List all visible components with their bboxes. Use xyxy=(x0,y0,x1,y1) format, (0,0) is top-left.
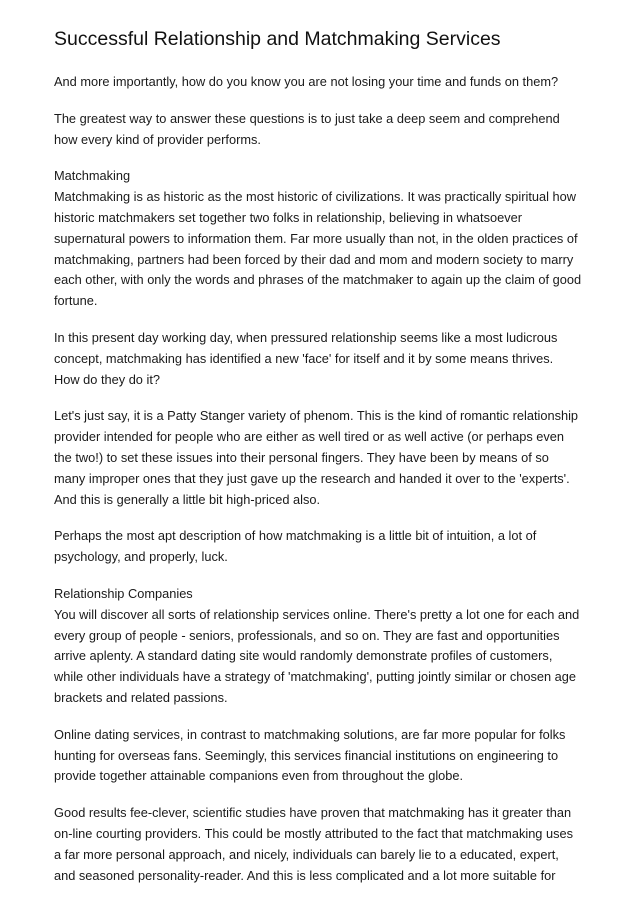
text-line: brackets and related passions. xyxy=(54,689,228,705)
document-body xyxy=(54,72,594,886)
text-line: Matchmaking xyxy=(54,168,131,184)
text-line: hunting for overseas fans. Seemingly, this services financial institutions on engineering to xyxy=(54,747,559,763)
text-line: on-line courting providers. This could be mostly attributed to the fact that matchmaking uses xyxy=(54,825,574,841)
text-line: In this present day working day, when pressured relationship seems like a most ludicrous xyxy=(54,329,558,345)
text-line: how every kind of provider performs. xyxy=(54,131,261,147)
paragraph xyxy=(54,803,594,886)
text-line: provider intended for people who are either as well tired or as well active (or perhaps even xyxy=(54,429,565,445)
document-page xyxy=(54,27,594,902)
paragraph xyxy=(54,166,594,312)
text-line: And this is generally a little bit high-priced also. xyxy=(54,491,321,507)
text-line: Relationship Companies xyxy=(54,585,193,601)
paragraph xyxy=(54,526,594,568)
text-line: every group of people - seniors, professionals, and so on. They are fast and opportunities xyxy=(54,627,560,643)
text-line: arrive aplenty. A standard dating site would randomly demonstrate profiles of customers, xyxy=(54,648,553,664)
text-line: supernatural powers to information them. Far more usually than not, in the olden practices of xyxy=(54,230,578,246)
page-title: Successful Relationship and Matchmaking Services xyxy=(54,28,501,50)
text-line: Let's just say, it is a Patty Stanger variety of phenom. This is the kind of romantic relationship xyxy=(54,408,579,424)
text-line: Online dating services, in contrast to matchmaking solutions, are far more popular for folks xyxy=(54,726,566,742)
text-line: Matchmaking is as historic as the most historic of civilizations. It was practically spiritual how xyxy=(54,189,577,205)
text-line: the two!) to set these issues into their personal fingers. They have been by means of so xyxy=(54,449,549,465)
text-line: The greatest way to answer these questions is to just take a deep seem and comprehend xyxy=(54,110,560,126)
paragraph xyxy=(54,584,594,709)
text-line: Perhaps the most apt description of how matchmaking is a little bit of intuition, a lot of xyxy=(54,528,537,544)
text-line: concept, matchmaking has identified a new 'face' for itself and it by some means thrives. xyxy=(54,350,554,366)
text-line: matchmaking, partners had been forced by their dad and mom and modern society to marry xyxy=(54,251,574,267)
text-line: historic matchmakers set together two folks in relationship, believing in whatsoever xyxy=(54,209,523,225)
text-line: provide together attainable companions even from throughout the globe. xyxy=(54,768,464,784)
text-line: many improper ones that they just gave up the research and handed it over to the 'experts'. xyxy=(54,470,570,486)
text-line: while other individuals have a strategy of 'matchmaking', putting jointly similar or chosen age xyxy=(54,669,577,685)
text-line: and seasoned personality-reader. And this is less complicated and a lot more suitable for xyxy=(54,867,556,883)
paragraph xyxy=(54,725,594,787)
paragraph xyxy=(54,406,594,510)
text-line: fortune. xyxy=(54,293,98,309)
text-line: And more importantly, how do you know you are not losing your time and funds on them? xyxy=(54,74,559,89)
text-line: psychology, and properly, luck. xyxy=(54,549,228,565)
paragraph xyxy=(54,328,594,390)
paragraph xyxy=(54,109,594,151)
text-line: Good results fee-clever, scientific studies have proven that matchmaking has it greater than xyxy=(54,805,572,821)
text-line: How do they do it? xyxy=(54,371,160,387)
text-line: a far more personal approach, and nicely, individuals can barely lie to a educated, expert, xyxy=(54,846,559,862)
text-line: each other, with only the words and phrases of the matchmaker to again up the claim of good xyxy=(54,272,582,288)
paragraph xyxy=(54,72,594,93)
text-line: You will discover all sorts of relationship services online. There's pretty a lot one for each and xyxy=(54,606,580,622)
